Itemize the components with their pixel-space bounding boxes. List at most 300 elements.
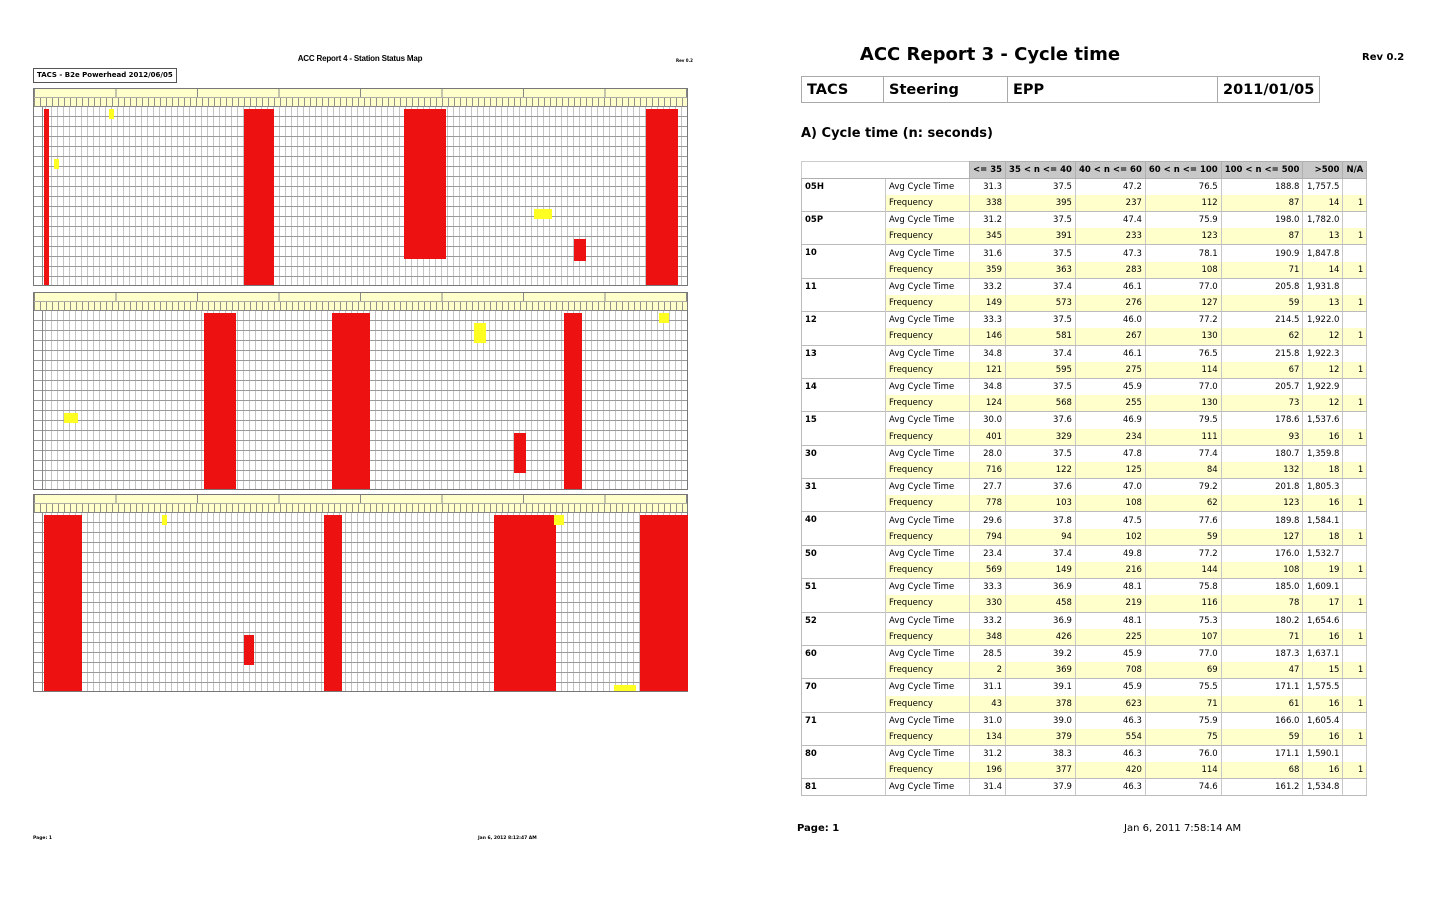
avg-cell: 37.6: [1006, 479, 1076, 496]
avg-cell: 46.3: [1075, 712, 1145, 729]
avg-cell: 77.2: [1145, 312, 1221, 329]
freq-cell: 130: [1145, 328, 1221, 345]
cycle-time-table: [801, 161, 1367, 796]
col-header: >500: [1303, 162, 1343, 179]
freq-cell: 329: [1006, 429, 1076, 446]
freq-cell: 219: [1075, 595, 1145, 612]
row-type-label: Frequency: [886, 429, 970, 446]
avg-cell: [1343, 512, 1367, 529]
freq-cell: 1: [1343, 562, 1367, 579]
avg-cell: [1343, 612, 1367, 629]
freq-cell: 233: [1075, 228, 1145, 245]
row-type-label: Frequency: [886, 462, 970, 479]
avg-cell: 31.2: [970, 212, 1006, 229]
freq-cell: 69: [1145, 662, 1221, 679]
table-row: [802, 729, 1367, 746]
avg-cell: 187.3: [1221, 645, 1303, 662]
avg-cell: 77.2: [1145, 545, 1221, 562]
table-row: [802, 612, 1367, 629]
avg-cell: 33.3: [970, 312, 1006, 329]
avg-cell: 1,654.6: [1303, 612, 1343, 629]
header-area: Steering: [884, 77, 1008, 103]
row-type-label: Avg Cycle Time: [886, 245, 970, 262]
freq-cell: 568: [1006, 395, 1076, 412]
avg-cell: 31.0: [970, 712, 1006, 729]
row-type-label: Frequency: [886, 295, 970, 312]
avg-cell: 214.5: [1221, 312, 1303, 329]
freq-cell: 130: [1145, 395, 1221, 412]
freq-cell: 1: [1343, 762, 1367, 779]
freq-cell: 1: [1343, 495, 1367, 512]
freq-cell: 708: [1075, 662, 1145, 679]
freq-cell: 132: [1221, 462, 1303, 479]
avg-cell: 1,922.9: [1303, 378, 1343, 395]
freq-cell: 108: [1221, 562, 1303, 579]
avg-cell: [1343, 779, 1367, 796]
avg-cell: 1,590.1: [1303, 746, 1343, 763]
avg-cell: 1,534.8: [1303, 779, 1343, 796]
avg-cell: 78.1: [1145, 245, 1221, 262]
avg-cell: 1,782.0: [1303, 212, 1343, 229]
freq-cell: 16: [1303, 429, 1343, 446]
avg-cell: 36.9: [1006, 612, 1076, 629]
freq-cell: 426: [1006, 629, 1076, 646]
freq-cell: 369: [1006, 662, 1076, 679]
row-type-label: Frequency: [886, 529, 970, 546]
right-footer-page: Page: 1: [797, 823, 840, 834]
freq-cell: 59: [1221, 295, 1303, 312]
avg-cell: [1343, 712, 1367, 729]
table-row: [802, 712, 1367, 729]
freq-cell: 61: [1221, 696, 1303, 713]
table-row: [802, 696, 1367, 713]
avg-cell: 45.9: [1075, 645, 1145, 662]
freq-cell: 71: [1145, 696, 1221, 713]
freq-cell: 234: [1075, 429, 1145, 446]
freq-cell: 12: [1303, 362, 1343, 379]
freq-cell: 1: [1343, 395, 1367, 412]
freq-cell: 75: [1145, 729, 1221, 746]
col-header: 40 < n <= 60: [1075, 162, 1145, 179]
avg-cell: 185.0: [1221, 579, 1303, 596]
avg-cell: 30.0: [970, 412, 1006, 429]
avg-cell: 75.3: [1145, 612, 1221, 629]
avg-cell: 46.1: [1075, 278, 1145, 295]
right-footer-date: Jan 6, 2011 7:58:14 AM: [1124, 823, 1242, 834]
avg-cell: 37.5: [1006, 312, 1076, 329]
avg-cell: [1343, 579, 1367, 596]
avg-cell: 31.3: [970, 178, 1006, 195]
avg-cell: 1,931.8: [1303, 278, 1343, 295]
freq-cell: 1: [1343, 195, 1367, 212]
freq-cell: 78: [1221, 595, 1303, 612]
freq-cell: 146: [970, 328, 1006, 345]
freq-cell: 144: [1145, 562, 1221, 579]
freq-cell: 1: [1343, 595, 1367, 612]
freq-cell: 111: [1145, 429, 1221, 446]
freq-cell: 794: [970, 529, 1006, 546]
avg-cell: 47.2: [1075, 178, 1145, 195]
status-map-block-1: [33, 88, 688, 286]
freq-cell: 73: [1221, 395, 1303, 412]
freq-cell: 330: [970, 595, 1006, 612]
station-status-map-page: [0, 0, 720, 904]
freq-cell: 363: [1006, 262, 1076, 279]
avg-cell: 48.1: [1075, 579, 1145, 596]
freq-cell: 18: [1303, 529, 1343, 546]
table-row: [802, 746, 1367, 763]
freq-cell: 1: [1343, 662, 1367, 679]
avg-cell: 79.5: [1145, 412, 1221, 429]
col-header: 35 < n <= 40: [1006, 162, 1076, 179]
avg-cell: 178.6: [1221, 412, 1303, 429]
freq-cell: 1: [1343, 429, 1367, 446]
station-id: 30: [802, 445, 886, 478]
row-type-label: Avg Cycle Time: [886, 345, 970, 362]
freq-cell: 127: [1145, 295, 1221, 312]
freq-cell: 16: [1303, 696, 1343, 713]
avg-cell: 1,359.8: [1303, 445, 1343, 462]
avg-cell: 46.9: [1075, 412, 1145, 429]
avg-cell: 37.5: [1006, 378, 1076, 395]
freq-cell: 122: [1006, 462, 1076, 479]
avg-cell: [1343, 645, 1367, 662]
station-id: 05H: [802, 178, 886, 211]
avg-cell: [1343, 679, 1367, 696]
freq-cell: 125: [1075, 462, 1145, 479]
avg-cell: 46.3: [1075, 779, 1145, 796]
avg-cell: [1343, 178, 1367, 195]
table-row: [802, 629, 1367, 646]
table-row: [802, 262, 1367, 279]
freq-cell: 112: [1145, 195, 1221, 212]
freq-cell: 1: [1343, 295, 1367, 312]
avg-cell: 198.0: [1221, 212, 1303, 229]
avg-cell: 37.5: [1006, 178, 1076, 195]
row-type-label: Frequency: [886, 762, 970, 779]
table-row: [802, 362, 1367, 379]
freq-cell: 71: [1221, 262, 1303, 279]
table-row: [802, 645, 1367, 662]
table-row: [802, 562, 1367, 579]
avg-cell: 1,584.1: [1303, 512, 1343, 529]
freq-cell: 17: [1303, 595, 1343, 612]
avg-cell: 39.1: [1006, 679, 1076, 696]
freq-cell: 103: [1006, 495, 1076, 512]
station-id: 51: [802, 579, 886, 612]
left-footer-date: Jan 6, 2012 8:12:47 AM: [478, 836, 537, 841]
avg-cell: [1343, 412, 1367, 429]
table-row: [802, 579, 1367, 596]
freq-cell: 14: [1303, 195, 1343, 212]
row-type-label: Frequency: [886, 696, 970, 713]
freq-cell: 276: [1075, 295, 1145, 312]
freq-cell: 595: [1006, 362, 1076, 379]
table-row: [802, 328, 1367, 345]
header-line: EPP: [1008, 77, 1218, 103]
freq-cell: 19: [1303, 562, 1343, 579]
row-type-label: Avg Cycle Time: [886, 645, 970, 662]
avg-cell: 215.8: [1221, 345, 1303, 362]
table-row: [802, 228, 1367, 245]
row-type-label: Frequency: [886, 395, 970, 412]
table-row: [802, 595, 1367, 612]
avg-cell: 1,605.4: [1303, 712, 1343, 729]
row-type-label: Avg Cycle Time: [886, 212, 970, 229]
avg-cell: 31.6: [970, 245, 1006, 262]
freq-cell: 123: [1145, 228, 1221, 245]
avg-cell: 161.2: [1221, 779, 1303, 796]
freq-cell: 93: [1221, 429, 1303, 446]
avg-cell: 28.0: [970, 445, 1006, 462]
avg-cell: 38.3: [1006, 746, 1076, 763]
freq-cell: 338: [970, 195, 1006, 212]
freq-cell: 14: [1303, 262, 1343, 279]
row-type-label: Avg Cycle Time: [886, 712, 970, 729]
row-type-label: Frequency: [886, 629, 970, 646]
station-id: 05P: [802, 212, 886, 245]
freq-cell: 134: [970, 729, 1006, 746]
freq-cell: 379: [1006, 729, 1076, 746]
avg-cell: 1,575.5: [1303, 679, 1343, 696]
avg-cell: 77.4: [1145, 445, 1221, 462]
avg-cell: 46.3: [1075, 746, 1145, 763]
avg-cell: [1343, 479, 1367, 496]
station-id: 81: [802, 779, 886, 796]
freq-cell: 71: [1221, 629, 1303, 646]
freq-cell: 237: [1075, 195, 1145, 212]
table-row: [802, 529, 1367, 546]
row-type-label: Frequency: [886, 195, 970, 212]
avg-cell: [1343, 278, 1367, 295]
table-row: [802, 762, 1367, 779]
avg-cell: 47.8: [1075, 445, 1145, 462]
left-footer-page: Page: 1: [33, 836, 52, 841]
row-type-label: Frequency: [886, 729, 970, 746]
table-row: [802, 178, 1367, 195]
table-row: [802, 312, 1367, 329]
station-id: 52: [802, 612, 886, 645]
freq-cell: 458: [1006, 595, 1076, 612]
avg-cell: 180.2: [1221, 612, 1303, 629]
freq-cell: 47: [1221, 662, 1303, 679]
row-type-label: Avg Cycle Time: [886, 746, 970, 763]
row-type-label: Avg Cycle Time: [886, 545, 970, 562]
freq-cell: 121: [970, 362, 1006, 379]
station-id: 50: [802, 545, 886, 578]
avg-cell: 1,537.6: [1303, 412, 1343, 429]
avg-cell: 75.9: [1145, 712, 1221, 729]
avg-cell: 188.8: [1221, 178, 1303, 195]
freq-cell: 377: [1006, 762, 1076, 779]
avg-cell: 1,922.0: [1303, 312, 1343, 329]
freq-cell: 16: [1303, 495, 1343, 512]
col-header: <= 35: [970, 162, 1006, 179]
avg-cell: 37.8: [1006, 512, 1076, 529]
freq-cell: 401: [970, 429, 1006, 446]
avg-cell: 79.2: [1145, 479, 1221, 496]
freq-cell: 108: [1145, 262, 1221, 279]
freq-cell: 68: [1221, 762, 1303, 779]
avg-cell: [1343, 345, 1367, 362]
avg-cell: 36.9: [1006, 579, 1076, 596]
freq-cell: 67: [1221, 362, 1303, 379]
table-row: [802, 429, 1367, 446]
avg-cell: 75.8: [1145, 579, 1221, 596]
freq-cell: 275: [1075, 362, 1145, 379]
avg-cell: 47.4: [1075, 212, 1145, 229]
freq-cell: 116: [1145, 595, 1221, 612]
avg-cell: [1343, 445, 1367, 462]
freq-cell: 1: [1343, 696, 1367, 713]
row-type-label: Frequency: [886, 328, 970, 345]
table-row: [802, 395, 1367, 412]
avg-cell: 205.8: [1221, 278, 1303, 295]
row-type-label: Avg Cycle Time: [886, 412, 970, 429]
avg-cell: 77.0: [1145, 378, 1221, 395]
avg-cell: 1,609.1: [1303, 579, 1343, 596]
right-report-rev: Rev 0.2: [1362, 52, 1405, 63]
avg-cell: 34.8: [970, 345, 1006, 362]
freq-cell: 127: [1221, 529, 1303, 546]
header-date: 2011/01/05: [1218, 77, 1320, 103]
freq-cell: 59: [1221, 729, 1303, 746]
table-row: [802, 212, 1367, 229]
freq-cell: 378: [1006, 696, 1076, 713]
row-type-label: Avg Cycle Time: [886, 378, 970, 395]
freq-cell: 12: [1303, 328, 1343, 345]
avg-cell: 37.9: [1006, 779, 1076, 796]
row-type-label: Frequency: [886, 362, 970, 379]
table-row: [802, 412, 1367, 429]
avg-cell: 171.1: [1221, 679, 1303, 696]
freq-cell: 255: [1075, 395, 1145, 412]
row-type-label: Frequency: [886, 595, 970, 612]
row-type-label: Avg Cycle Time: [886, 479, 970, 496]
station-id: 10: [802, 245, 886, 278]
col-header: 60 < n <= 100: [1145, 162, 1221, 179]
avg-cell: 166.0: [1221, 712, 1303, 729]
station-id: 80: [802, 746, 886, 779]
avg-cell: [1343, 212, 1367, 229]
station-id: 11: [802, 278, 886, 311]
freq-cell: 94: [1006, 529, 1076, 546]
avg-cell: 49.8: [1075, 545, 1145, 562]
freq-cell: 16: [1303, 729, 1343, 746]
freq-cell: 1: [1343, 462, 1367, 479]
station-id: 13: [802, 345, 886, 378]
table-row: [802, 662, 1367, 679]
avg-cell: 45.9: [1075, 679, 1145, 696]
freq-cell: 84: [1145, 462, 1221, 479]
table-row: [802, 679, 1367, 696]
freq-cell: 1: [1343, 328, 1367, 345]
freq-cell: 348: [970, 629, 1006, 646]
avg-cell: 76.5: [1145, 178, 1221, 195]
freq-cell: 569: [970, 562, 1006, 579]
cycle-time-report-page: [720, 0, 1441, 904]
col-header: 100 < n <= 500: [1221, 162, 1303, 179]
freq-cell: 1: [1343, 529, 1367, 546]
avg-cell: 27.7: [970, 479, 1006, 496]
avg-cell: 33.3: [970, 579, 1006, 596]
avg-cell: 37.6: [1006, 412, 1076, 429]
freq-cell: 43: [970, 696, 1006, 713]
station-id: 60: [802, 645, 886, 678]
freq-cell: 149: [1006, 562, 1076, 579]
station-id: 31: [802, 479, 886, 512]
avg-cell: 31.1: [970, 679, 1006, 696]
row-type-label: Frequency: [886, 228, 970, 245]
header-system: TACS: [802, 77, 884, 103]
avg-cell: 46.1: [1075, 345, 1145, 362]
avg-cell: 34.8: [970, 378, 1006, 395]
avg-cell: 77.0: [1145, 645, 1221, 662]
avg-cell: 28.5: [970, 645, 1006, 662]
freq-cell: 12: [1303, 395, 1343, 412]
freq-cell: 18: [1303, 462, 1343, 479]
freq-cell: 62: [1145, 495, 1221, 512]
status-map-block-3: [33, 494, 688, 692]
freq-cell: 391: [1006, 228, 1076, 245]
avg-cell: 37.5: [1006, 245, 1076, 262]
freq-cell: 62: [1221, 328, 1303, 345]
avg-cell: 33.2: [970, 612, 1006, 629]
freq-cell: 114: [1145, 362, 1221, 379]
avg-cell: 46.0: [1075, 312, 1145, 329]
avg-cell: 171.1: [1221, 746, 1303, 763]
avg-cell: 1,637.1: [1303, 645, 1343, 662]
avg-cell: 176.0: [1221, 545, 1303, 562]
avg-cell: 77.0: [1145, 278, 1221, 295]
freq-cell: 114: [1145, 762, 1221, 779]
table-row: [802, 295, 1367, 312]
freq-cell: 13: [1303, 295, 1343, 312]
avg-cell: 31.4: [970, 779, 1006, 796]
table-row: [802, 245, 1367, 262]
avg-cell: 180.7: [1221, 445, 1303, 462]
row-type-label: Avg Cycle Time: [886, 779, 970, 796]
freq-cell: 16: [1303, 762, 1343, 779]
freq-cell: 216: [1075, 562, 1145, 579]
freq-cell: 108: [1075, 495, 1145, 512]
col-header: N/A: [1343, 162, 1367, 179]
avg-cell: 37.4: [1006, 278, 1076, 295]
station-id: 70: [802, 679, 886, 712]
freq-cell: 123: [1221, 495, 1303, 512]
table-header-row: [802, 162, 1367, 179]
freq-cell: 59: [1145, 529, 1221, 546]
avg-cell: 39.2: [1006, 645, 1076, 662]
avg-cell: 37.5: [1006, 445, 1076, 462]
avg-cell: [1343, 746, 1367, 763]
table-row: [802, 445, 1367, 462]
avg-cell: 190.9: [1221, 245, 1303, 262]
avg-cell: 47.3: [1075, 245, 1145, 262]
freq-cell: 267: [1075, 328, 1145, 345]
row-type-label: Frequency: [886, 562, 970, 579]
avg-cell: 205.7: [1221, 378, 1303, 395]
avg-cell: 31.2: [970, 746, 1006, 763]
freq-cell: 778: [970, 495, 1006, 512]
freq-cell: 87: [1221, 195, 1303, 212]
row-type-label: Avg Cycle Time: [886, 445, 970, 462]
avg-cell: 23.4: [970, 545, 1006, 562]
left-report-header: TACS - B2e Powerhead 2012/06/05: [33, 68, 177, 83]
freq-cell: 623: [1075, 696, 1145, 713]
freq-cell: 1: [1343, 262, 1367, 279]
avg-cell: 189.8: [1221, 512, 1303, 529]
